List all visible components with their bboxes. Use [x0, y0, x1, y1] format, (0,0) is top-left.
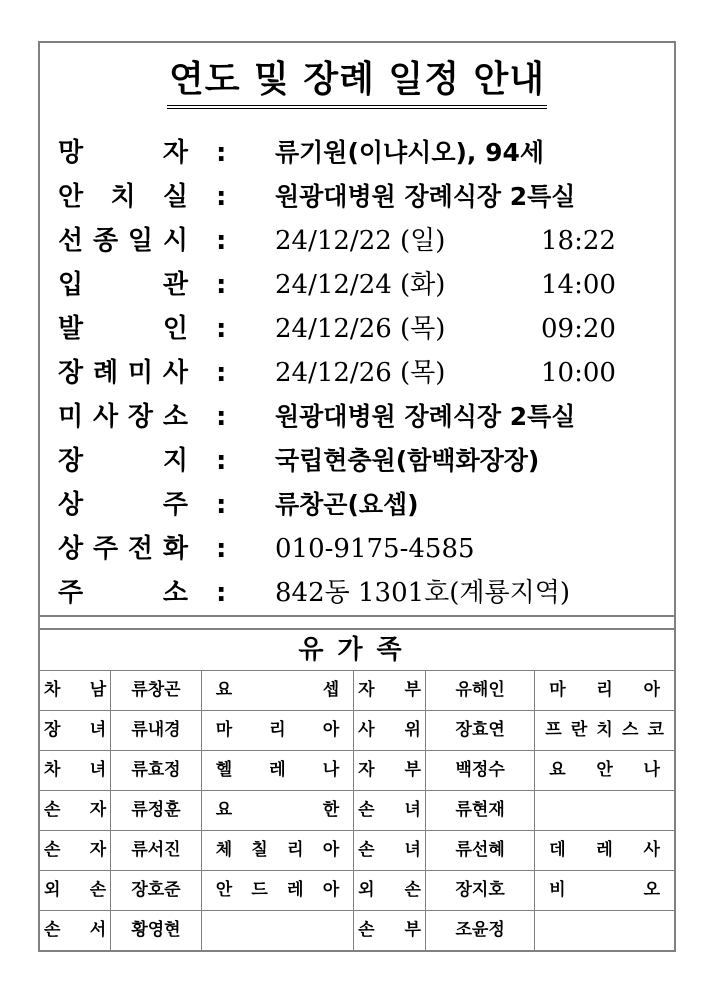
relation-cell-char: 남 [89, 680, 107, 700]
colon-separator: : [216, 402, 227, 432]
relation-cell-char: 부 [404, 680, 421, 700]
info-label [58, 181, 188, 213]
baptismal-name-cell [535, 911, 674, 951]
name-cell: 장지호 [425, 871, 534, 911]
info-label-char: 주 [162, 490, 188, 520]
baptismal-name-cell-char: 안 [596, 760, 613, 780]
info-row [40, 131, 674, 175]
info-label-char: 례 [92, 358, 119, 388]
baptismal-name-cell-char: 레 [596, 840, 613, 860]
baptismal-name-cell-char: 데 [549, 840, 566, 860]
info-label-char: 망 [58, 138, 84, 168]
colon-separator: : [216, 534, 227, 564]
baptismal-name-cell-char: 칠 [251, 840, 268, 860]
info-label-char: 미 [58, 402, 84, 432]
colon-separator: : [216, 578, 227, 608]
name-cell: 유해인 [425, 671, 534, 711]
baptismal-name-cell [535, 671, 674, 711]
info-value: 24/12/22 (일) [275, 226, 446, 256]
info-row [40, 439, 674, 483]
baptismal-name-cell-char: 프 [545, 720, 562, 740]
info-value: 24/12/26 (목) [275, 314, 446, 344]
info-label-char: 지 [162, 446, 188, 476]
info-label-char: 화 [162, 534, 188, 564]
name-cell: 황영현 [111, 911, 202, 951]
info-label-char: 소 [162, 578, 188, 608]
info-label [58, 137, 188, 169]
baptismal-name-cell [201, 751, 353, 791]
colon-separator: : [216, 314, 227, 344]
colon-separator: : [216, 270, 227, 300]
relation-cell [354, 671, 426, 711]
info-value: 24/12/24 (화) [275, 270, 446, 300]
info-label-char: 장 [58, 446, 84, 476]
relation-cell-char: 손 [89, 880, 107, 900]
info-value: 류창곤(요셉) [275, 490, 419, 519]
name-cell: 장호준 [111, 871, 202, 911]
baptismal-name-cell-char: 요 [215, 800, 233, 820]
relation-cell-char: 차 [44, 760, 61, 780]
info-value: 842동 1301호(계룡지역) [275, 578, 571, 608]
name-cell: 장효연 [425, 711, 534, 751]
relation-cell-char: 부 [404, 920, 421, 940]
baptismal-name-cell [201, 831, 353, 871]
relation-cell [354, 871, 426, 911]
relation-cell [40, 871, 111, 911]
name-cell: 류현재 [425, 791, 534, 831]
info-label-char: 관 [162, 270, 188, 300]
baptismal-name-cell-char: 사 [643, 840, 660, 860]
info-label-char: 장 [58, 358, 84, 388]
info-row [40, 263, 674, 307]
relation-cell [354, 831, 426, 871]
info-label-char: 인 [162, 314, 188, 344]
info-row [40, 395, 674, 439]
baptismal-name-cell [201, 871, 353, 911]
info-label-char: 시 [162, 226, 188, 256]
baptismal-name-cell [535, 791, 674, 831]
baptismal-name-cell-char: 나 [322, 760, 340, 780]
family-row [40, 711, 674, 751]
name-cell: 류서진 [111, 831, 202, 871]
baptismal-name-cell-char: 레 [287, 880, 304, 900]
baptismal-name-cell [535, 751, 674, 791]
baptismal-name-cell-char: 리 [269, 720, 286, 740]
baptismal-name-cell-char: 란 [570, 720, 588, 740]
colon-separator: : [216, 226, 227, 256]
name-cell: 류효정 [111, 751, 202, 791]
relation-cell [354, 911, 426, 951]
info-row [40, 219, 674, 263]
info-time: 09:20 [541, 314, 616, 344]
relation-cell [40, 911, 111, 951]
info-row [40, 351, 674, 395]
colon-separator: : [216, 358, 227, 388]
baptismal-name-cell [535, 711, 674, 751]
relation-cell-char: 외 [358, 880, 375, 900]
relation-cell-char: 손 [44, 800, 61, 820]
baptismal-name-cell-char: 셉 [322, 680, 340, 700]
relation-cell-char: 자 [358, 680, 375, 700]
info-row [40, 571, 674, 615]
baptismal-name-cell-char: 마 [549, 680, 566, 700]
name-cell: 류내경 [111, 711, 202, 751]
relation-cell-char: 손 [44, 840, 61, 860]
relation-cell-char: 녀 [89, 760, 107, 780]
baptismal-name-cell [201, 671, 353, 711]
info-row [40, 175, 674, 219]
info-label [58, 357, 188, 389]
family-row [40, 751, 674, 791]
info-label-char: 안 [58, 182, 84, 212]
info-label [58, 489, 188, 521]
info-row [40, 527, 674, 571]
relation-cell-char: 손 [358, 840, 375, 860]
colon-separator: : [216, 446, 227, 476]
relation-cell [354, 751, 426, 791]
relation-cell-char: 장 [44, 720, 61, 740]
relation-cell-char: 서 [89, 920, 107, 940]
info-label [58, 225, 188, 257]
name-cell: 류창곤 [111, 671, 202, 711]
info-time: 18:22 [541, 226, 616, 256]
divider [40, 615, 674, 617]
info-row [40, 483, 674, 527]
info-value: 원광대병원 장례식장 2특실 [275, 402, 576, 431]
baptismal-name-cell [201, 791, 353, 831]
relation-cell [40, 831, 111, 871]
baptismal-name-cell-char: 헬 [215, 760, 233, 780]
info-label-char: 발 [58, 314, 84, 344]
baptismal-name-cell-char: 리 [287, 840, 304, 860]
info-value: 24/12/26 (목) [275, 358, 446, 388]
family-row [40, 871, 674, 911]
info-value: 국립현충원(함백화장장) [275, 446, 540, 475]
info-label-char: 일 [127, 226, 154, 256]
baptismal-name-cell-char: 드 [251, 880, 268, 900]
info-label [58, 401, 188, 433]
relation-cell-char: 외 [44, 880, 61, 900]
baptismal-name-cell-char: 한 [322, 800, 340, 820]
relation-cell-char: 손 [44, 920, 61, 940]
info-label-char: 장 [127, 402, 154, 432]
colon-separator: : [216, 490, 227, 520]
info-label [58, 577, 188, 609]
relation-cell-char: 자 [89, 840, 107, 860]
info-label-char: 상 [58, 534, 84, 564]
name-cell: 백정수 [425, 751, 534, 791]
baptismal-name-cell-char: 리 [596, 680, 613, 700]
info-label-char: 실 [162, 182, 188, 212]
info-label [58, 445, 188, 477]
info-label [58, 269, 188, 301]
relation-cell-char: 녀 [404, 840, 421, 860]
info-label-char: 전 [127, 534, 154, 564]
baptismal-name-cell [201, 911, 353, 951]
baptismal-name-cell-char: 비 [549, 880, 566, 900]
info-label-char: 치 [110, 182, 136, 212]
baptismal-name-cell-char: 치 [596, 720, 613, 740]
page-title [40, 59, 674, 109]
info-value: 010-9175-4585 [275, 534, 475, 564]
info-label-char: 종 [92, 226, 119, 256]
info-label-char: 자 [162, 138, 188, 168]
family-heading: 유가족 [40, 630, 674, 671]
relation-cell-char: 손 [358, 800, 375, 820]
info-label-char: 선 [58, 226, 84, 256]
info-label-char: 미 [127, 358, 154, 388]
info-label-char: 주 [92, 534, 119, 564]
family-row [40, 671, 674, 711]
info-row [40, 307, 674, 351]
baptismal-name-cell-char: 요 [215, 680, 233, 700]
baptismal-name-cell-char: 오 [643, 880, 660, 900]
baptismal-name-cell-char: 체 [215, 840, 233, 860]
relation-cell [354, 791, 426, 831]
info-value: 류기원(이냐시오), 94세 [275, 138, 545, 167]
baptismal-name-cell-char: 아 [322, 880, 340, 900]
relation-cell [40, 751, 111, 791]
info-label-char: 상 [58, 490, 84, 520]
relation-cell-char: 자 [358, 760, 375, 780]
info-label [58, 313, 188, 345]
baptismal-name-cell [535, 831, 674, 871]
info-value: 원광대병원 장례식장 2특실 [275, 182, 576, 211]
notice-frame [38, 41, 676, 952]
relation-cell-char: 녀 [89, 720, 107, 740]
family-row [40, 911, 674, 951]
baptismal-name-cell-char: 요 [549, 760, 566, 780]
baptismal-name-cell-char: 나 [643, 760, 660, 780]
name-cell: 류정훈 [111, 791, 202, 831]
baptismal-name-cell-char: 스 [621, 720, 639, 740]
relation-cell [40, 791, 111, 831]
relation-cell-char: 사 [358, 720, 375, 740]
relation-cell-char: 손 [404, 880, 421, 900]
baptismal-name-cell-char: 아 [322, 840, 340, 860]
baptismal-name-cell-char: 마 [215, 720, 233, 740]
baptismal-name-cell-char: 레 [269, 760, 286, 780]
info-label-char: 입 [58, 270, 84, 300]
family-row [40, 791, 674, 831]
baptismal-name-cell-char: 코 [647, 720, 664, 740]
name-cell: 류선혜 [425, 831, 534, 871]
baptismal-name-cell [201, 711, 353, 751]
name-cell: 조윤정 [425, 911, 534, 951]
relation-cell-char: 부 [404, 760, 421, 780]
colon-separator: : [216, 182, 227, 212]
info-label-char: 소 [162, 402, 188, 432]
relation-cell-char: 녀 [404, 800, 421, 820]
info-label [58, 533, 188, 565]
page-title-text: 연도 및 장례 일정 안내 [167, 59, 547, 109]
info-label-char: 사 [162, 358, 188, 388]
relation-cell-char: 손 [358, 920, 375, 940]
info-label-char: 주 [58, 578, 84, 608]
info-label-char: 사 [92, 402, 119, 432]
baptismal-name-cell-char: 아 [643, 680, 660, 700]
relation-cell [40, 711, 111, 751]
family-table [40, 671, 674, 950]
baptismal-name-cell-char: 아 [322, 720, 340, 740]
relation-cell-char: 자 [89, 800, 107, 820]
baptismal-name-cell-char: 안 [215, 880, 233, 900]
schedule-info [40, 131, 674, 615]
family-row [40, 831, 674, 871]
relation-cell-char: 차 [44, 680, 61, 700]
info-time: 14:00 [541, 270, 616, 300]
relation-cell [354, 711, 426, 751]
colon-separator: : [216, 138, 227, 168]
relation-cell [40, 671, 111, 711]
baptismal-name-cell [535, 871, 674, 911]
relation-cell-char: 위 [404, 720, 421, 740]
info-time: 10:00 [541, 358, 616, 388]
